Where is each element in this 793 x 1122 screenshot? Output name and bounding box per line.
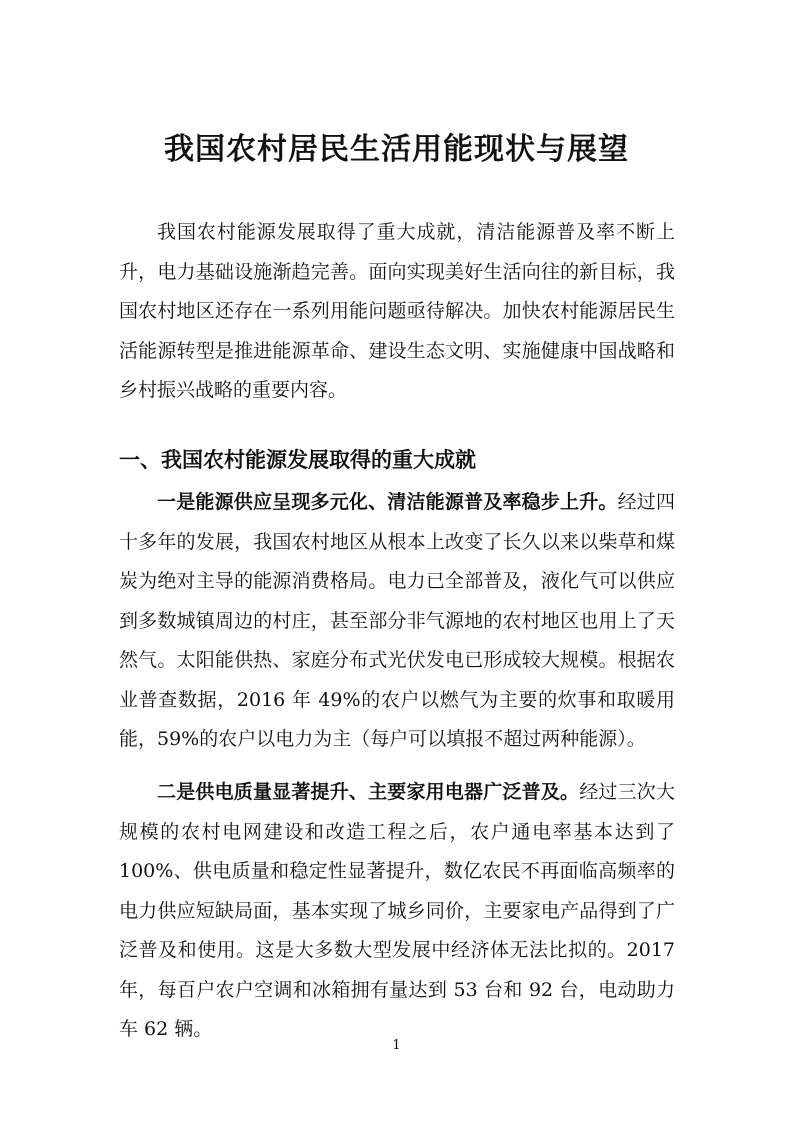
paragraph-lead: 一是能源供应呈现多元化、清洁能源普及率稳步上升。 (157, 491, 618, 513)
document-title: 我国农村居民生活用能现状与展望 (164, 132, 629, 167)
paragraph-lead: 二是供电质量显著提升、主要家用电器广泛普及。 (157, 781, 580, 803)
page-number: 1 (392, 1038, 401, 1053)
paragraph-text: 经过四十多年的发展，我国农村地区从根本上改变了长久以来以柴草和煤炭为绝对主导的能源消费格局。电力已全部普及，液化气可以供应到多数城镇周边的村庄，甚至部分非气源地的农村地区也用上了天然气。太阳能供热、家庭分布式光伏发电已形成较大规模。根据农业普查数据，2016 年 49%的农户以燃气为主要的炊事和取暖用能，59%的农户以电力为主（每户可以填报不超过两种能源）。 (119, 491, 675, 750)
intro-paragraph: 我国农村能源发展取得了重大成就，清洁能源普及率不断上升，电力基础设施渐趋完善。面向实现美好生活向往的新目标，我国农村地区还存在一系列用能问题亟待解决。加快农村能源居民生活能源转型是推进能源革命、建设生态文明、实施健康中国战略和乡村振兴战略的重要内容。 (119, 221, 675, 401)
section-heading: 一、我国农村能源发展取得的重大成就 (119, 447, 476, 472)
paragraph-text: 经过三次大规模的农村电网建设和改造工程之后，农户通电率基本达到了 100%、供电质量和稳定性显著提升，数亿农民不再面临高频率的电力供应短缺局面，基本实现了城乡同价，主要家电产品得到了广泛普及和使用。这是大多数大型发展中经济体无法比拟的。2017 年，每百户农户空调和冰箱拥有量达到 53 台和 92 台，电动助力车 62 辆。 (119, 781, 675, 1040)
section-paragraph-2 (119, 773, 675, 1050)
section-paragraph-1 (119, 483, 675, 760)
